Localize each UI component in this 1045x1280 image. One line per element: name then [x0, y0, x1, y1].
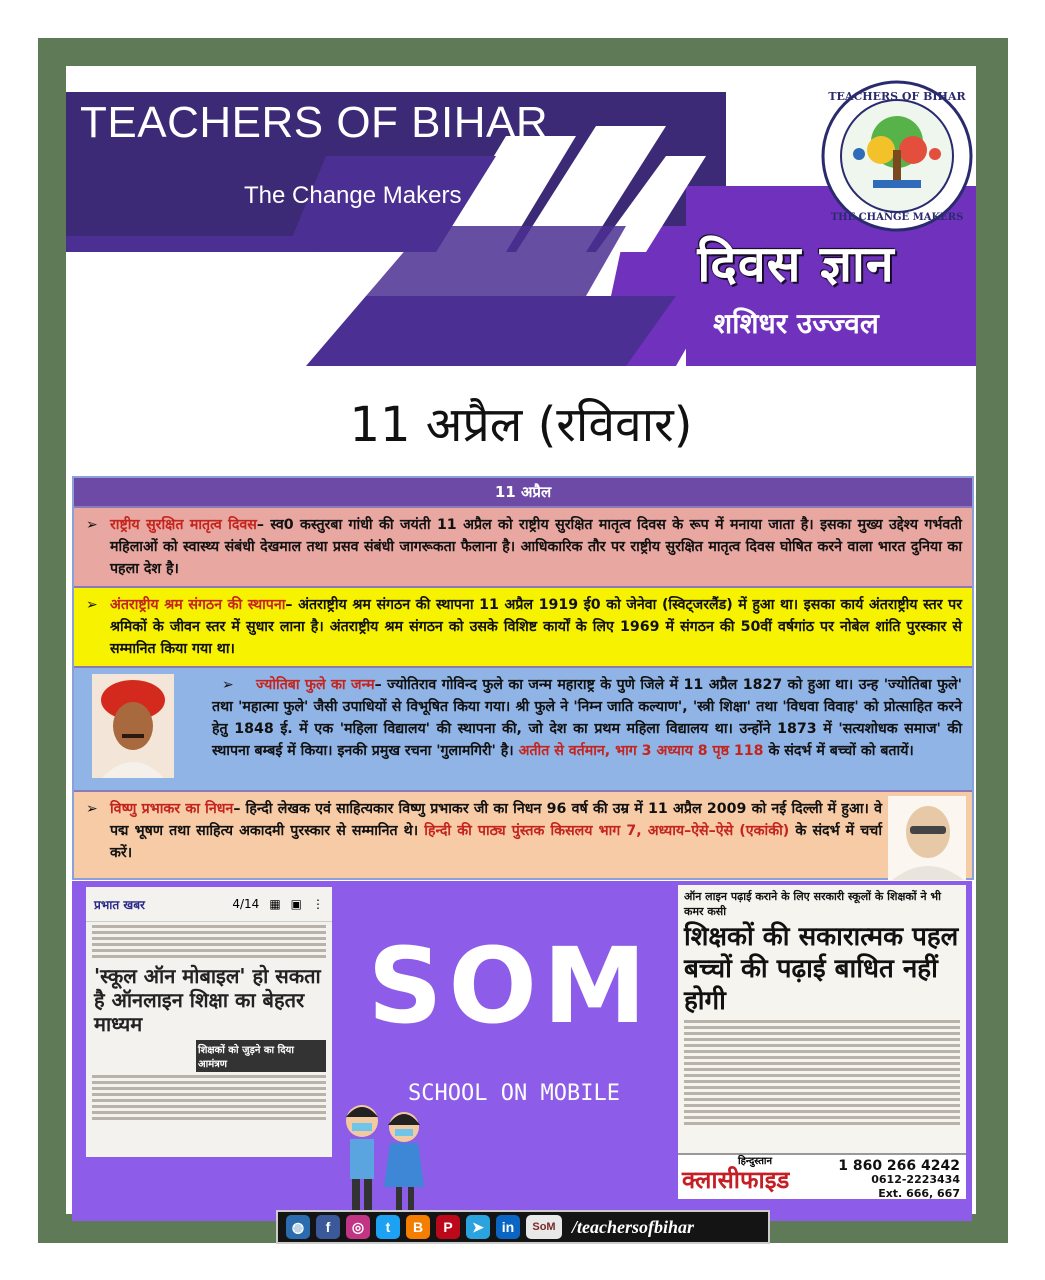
- instagram-icon[interactable]: ◎: [346, 1215, 370, 1239]
- page-indicator: 4/14: [232, 897, 260, 911]
- classified-ad: [678, 1153, 966, 1199]
- social-handle[interactable]: /teachersofbihar: [572, 1216, 695, 1237]
- site-subtitle: The Change Makers: [244, 182, 462, 209]
- event-text-tail: के संदर्भ में चर्चा करें।: [110, 823, 882, 861]
- arrow-icon: ➢: [86, 801, 98, 817]
- arrow-icon: ➢: [86, 597, 98, 613]
- event-text: – ज्योतिराव गोविन्द फुले का जन्म महाराष्ट्र के पुणे जिले में 11 अप्रैल 1827 को हुआ था। उन्ह 'ज्योतिबा फुले' तथा 'महात्मा फुले' जैसी उपाधियों से विभूषित किया गया। श्री फुले ने 'निम्न जाति कल्याण', 'स्त्री शिक्षा' तथा 'विधवा विवाह' को प्रोत्साहित करने हेतु 1848 ई. में एक 'महिला विद्यालय' की स्थापना की, जो देश का प्रथम महिला विद्यालय था। उन्होंने 1873 में 'सत्यशोधक समाज' की स्थापना बम्बई में किया। इनकी प्रमुख रचना 'गुलामगिरी' है।: [212, 677, 963, 759]
- ad-extension: Ext. 666, 667: [878, 1187, 960, 1200]
- news-headline: 'स्कूल ऑन मोबाइल' हो सकता है ऑनलाइन शिक्षा का बेहतर माध्यम: [94, 964, 321, 1036]
- svg-text:THE CHANGE MAKERS: THE CHANGE MAKERS: [830, 212, 964, 223]
- teachers-of-bihar-logo: [821, 80, 973, 232]
- ad-phone-number-2: 0612-2223434: [871, 1173, 960, 1186]
- events-table: [72, 476, 974, 880]
- newspaper-name: प्रभात खबर: [94, 897, 145, 912]
- vishnu-prabhakar-portrait: [888, 796, 966, 880]
- event-text: – अंतराष्ट्रीय श्रम संगठन की स्थापना 11 अप्रैल 1919 ई0 को जेनेवा (स्विट्जरलैंड) में हुआ था। इसका कार्य अंतराष्ट्रीय स्तर पर श्रमिकों के जीवन स्तर में सुधार लाना है। अंतराष्ट्रीय श्रम संगठन को उसके विशिष्ट कार्यों के लिए 1969 में संगठन की 50वीं वर्षगांठ पर नोबेल शांति पुरस्कार से सम्मानित किया गया था।: [110, 597, 962, 657]
- som-logo-text: SOM: [367, 925, 653, 1047]
- event-text-tail: के संदर्भ में बच्चों को बतायें।: [763, 743, 914, 759]
- newspaper-clip-left: [86, 887, 332, 1157]
- news-headline: शिक्षकों की सकारात्मक पहल बच्चों की पढ़ाई बाधित नहीं होगी: [684, 922, 959, 1016]
- textbook-reference: अतीत से वर्तमान, भाग 3 अध्याय 8 पृष्ठ 118: [518, 743, 764, 759]
- event-title: ज्योतिबा फुले का जन्म: [256, 677, 375, 693]
- news-kicker: ऑन लाइन पढ़ाई कराने के लिए सरकारी स्कूलों के शिक्षकों ने भी कमर कसी: [684, 890, 941, 918]
- table-row: [74, 790, 972, 878]
- table-header: 11 अप्रैल: [74, 478, 972, 506]
- author-name: शशिधर उज्ज्वल: [713, 307, 879, 340]
- more-icon: ⋮: [312, 897, 324, 911]
- ad-brand: क्लासीफाइड: [682, 1166, 790, 1194]
- facebook-icon[interactable]: f: [316, 1215, 340, 1239]
- table-row: [74, 586, 972, 666]
- ad-phone: [838, 1159, 960, 1201]
- table-row: [74, 506, 972, 586]
- som-icon[interactable]: SoM: [526, 1215, 562, 1239]
- table-row: [74, 666, 972, 790]
- svg-text:TEACHERS OF BIHAR: TEACHERS OF BIHAR: [828, 90, 966, 103]
- blogger-icon[interactable]: B: [406, 1215, 430, 1239]
- news-subheadline: शिक्षकों को जुड़ने का दिया आमंत्रण: [196, 1040, 326, 1072]
- grid-icon: ▦: [269, 897, 281, 911]
- ad-phone-number: 1 860 266 4242: [838, 1158, 960, 1174]
- som-tagline: SCHOOL ON MOBILE: [408, 1081, 620, 1106]
- newspaper-clip-right: [678, 885, 966, 1199]
- section-title: दिवस ज्ञान: [697, 235, 895, 293]
- linkedin-icon[interactable]: in: [496, 1215, 520, 1239]
- som-section: [72, 881, 972, 1221]
- arrow-icon: ➢: [86, 517, 98, 533]
- textbook-reference: हिन्दी की पाठ्य पुंस्तक किसलय भाग 7, अध्याय–ऐसे–ऐसे (एकांकी): [418, 823, 790, 839]
- calendar-icon: ▣: [290, 897, 302, 911]
- event-text: – हिन्दी लेखक एवं साहित्यकार विष्णु प्रभाकर जी का निधन 96 वर्ष की उम्र में 11 अप्रैल 2009 को नई दिल्ली में हुआ। वे पद्म भूषण तथा साहित्य अकादमी पुरस्कार से सम्मानित थे।: [110, 801, 882, 839]
- twitter-icon[interactable]: t: [376, 1215, 400, 1239]
- poster: [66, 66, 976, 1237]
- event-title: अंतराष्ट्रीय श्रम संगठन की स्थापना: [110, 597, 286, 613]
- ad-paper: हिन्दुस्तान: [738, 1156, 773, 1167]
- social-bar: [276, 1210, 770, 1244]
- telegram-icon[interactable]: ➤: [466, 1215, 490, 1239]
- site-title: TEACHERS OF BIHAR: [80, 98, 549, 147]
- event-title: विष्णु प्रभाकर का निधन: [110, 801, 234, 817]
- children-illustration: [332, 1091, 432, 1221]
- pinterest-icon[interactable]: P: [436, 1215, 460, 1239]
- arrow-icon: ➢: [222, 677, 234, 693]
- date-heading: 11 अप्रैल (रविवार): [349, 397, 693, 453]
- jyotiba-phule-portrait: [92, 674, 174, 778]
- event-title: राष्ट्रीय सुरक्षित मातृत्व दिवस: [110, 517, 257, 533]
- globe-icon[interactable]: ◍: [286, 1215, 310, 1239]
- event-text: – स्व0 कस्तुरबा गांधी की जयंती 11 अप्रैल को राष्ट्रीय सुरक्षित मातृत्व दिवस के रूप में मनाया जाता है। इसका मुख्य उद्देश्य गर्भवती महिलाओं को स्वास्थ्य संबंधी देखमाल तथा प्रसव संबंधी जागरूकता फैलाना है। आधिकारिक तौर पर राष्ट्रीय सुरक्षित मातृत्व दिवस घोषित करने वाला भारत दुनिया का पहला देश है।: [110, 517, 962, 577]
